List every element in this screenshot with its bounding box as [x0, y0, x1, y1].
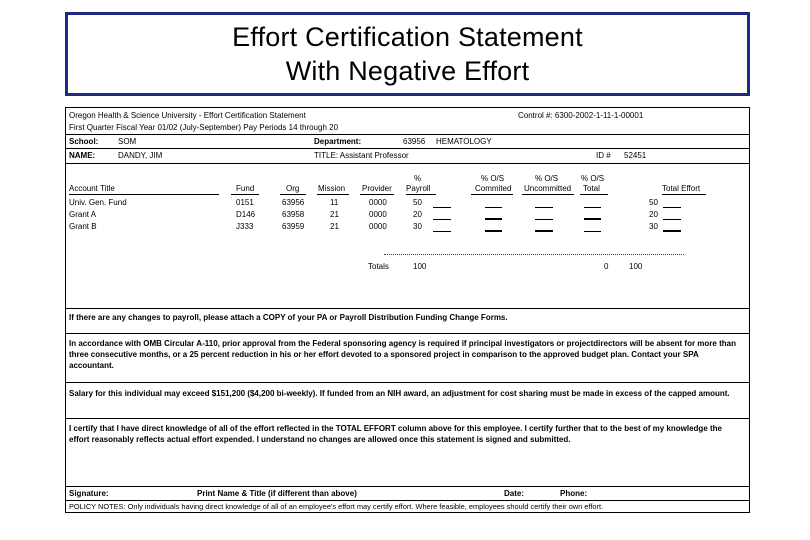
id-value: 52451	[624, 151, 647, 160]
policy-divider	[66, 500, 749, 501]
col-payroll-pct: %	[414, 174, 422, 183]
row-3-org: 63959	[282, 222, 305, 231]
blank-field	[535, 219, 553, 220]
notice-divider-4	[66, 418, 749, 419]
policy-notes: POLICY NOTES: Only individuals having direct knowledge of all of an employee's effort may certify effort. Where feasible, employees should certify their own effort.	[69, 502, 604, 511]
certification-statement: I certify that I have direct knowledge of all of the effort reflected in the TOTAL EFFORT column above for this employee. I certify further that to the best of my knowledge the effort reasonably reflects actual effort expended. I understand no changes are allowed once this statement is signed and submitted.	[69, 424, 722, 444]
row-1-provider: 0000	[369, 198, 387, 207]
slide-title-box	[65, 12, 750, 96]
row-3-mission: 21	[330, 222, 339, 231]
row-3-provider: 0000	[369, 222, 387, 231]
row-1-account: Univ. Gen. Fund	[69, 198, 127, 207]
underline-org	[280, 194, 306, 195]
underline-uncommitted	[522, 194, 574, 195]
name-label: NAME:	[69, 151, 96, 160]
col-committed-pct: % O/S	[481, 174, 505, 183]
control-number: Control #: 6300-2002-1-11-1-00001	[518, 111, 644, 120]
col-committed: Commited	[475, 184, 512, 193]
department-code: 63956	[403, 137, 426, 146]
col-total-effort: Total Effort	[662, 184, 701, 193]
col-account-title: Account Title	[69, 184, 115, 193]
period-text: First Quarter Fiscal Year 01/02 (July-September) Pay Periods 14 through 20	[69, 123, 339, 132]
row-1-mission: 11	[330, 198, 339, 207]
row-1-total: 50	[649, 198, 658, 207]
row-3-account: Grant B	[69, 222, 97, 231]
col-provider: Provider	[362, 184, 392, 193]
slide-title-line-1: Effort Certification Statement	[232, 22, 583, 52]
col-mission: Mission	[318, 184, 346, 193]
signature-label: Signature:	[69, 489, 109, 498]
blank-field	[433, 207, 451, 208]
row-2-provider: 0000	[369, 210, 387, 219]
dotted-separator	[384, 254, 684, 255]
row-2-mission: 21	[330, 210, 339, 219]
row-1-fund: 0151	[236, 198, 254, 207]
blank-field	[535, 207, 553, 208]
payroll-changes-notice: If there are any changes to payroll, please attach a COPY of your PA or Payroll Distribution Funding Change Forms.	[69, 313, 508, 322]
col-fund: Fund	[236, 184, 255, 193]
row-1-payroll: 50	[413, 198, 422, 207]
underline-committed	[471, 194, 513, 195]
blank-field	[584, 231, 601, 232]
totals-os-total: 0	[604, 262, 609, 271]
underline-mission	[317, 194, 349, 195]
omb-circular-notice: In accordance with OMB Circular A-110, prior approval from the Federal sponsoring agency is required if principal investigators or projectdirectors will be absent for more than three consecutive months, or a 25 percent reduction in his or her effort devoted to a sponsored project in comparison to the approved budget plan. Contact your SPA accountant.	[69, 339, 736, 370]
department-name: HEMATOLOGY	[436, 137, 492, 146]
col-total-pct: % O/S	[581, 174, 605, 183]
col-uncommitted: Uncommitted	[524, 184, 572, 193]
row-2-payroll: 20	[413, 210, 422, 219]
row-3-total: 30	[649, 222, 658, 231]
department-label: Department:	[314, 137, 362, 146]
blank-field	[535, 230, 553, 232]
org-statement-title: Oregon Health & Science University - Effort Certification Statement	[69, 111, 306, 120]
salary-cap-notice: Salary for this individual may exceed $151,200 ($4,200 bi-weekly). If funded from an NIH award, an adjustment for cost sharing must be made in excess of the capped amount.	[69, 389, 730, 398]
blank-field	[584, 218, 601, 220]
id-label: ID #	[596, 151, 611, 160]
row-2-account: Grant A	[69, 210, 97, 219]
print-name-label: Print Name & Title (if different than above)	[197, 489, 357, 498]
header-divider-2	[66, 148, 749, 149]
underline-total-effort	[662, 194, 706, 195]
name-value: DANDY, JIM	[118, 151, 163, 160]
blank-field	[485, 230, 502, 232]
notice-divider-2	[66, 333, 749, 334]
blank-field	[663, 219, 681, 220]
underline-account-title	[69, 194, 219, 195]
signature-divider	[66, 486, 749, 487]
row-2-total: 20	[649, 210, 658, 219]
blank-field	[663, 230, 681, 232]
blank-field	[433, 231, 451, 232]
notice-divider-1	[66, 308, 749, 309]
date-label: Date:	[504, 489, 525, 498]
header-divider-1	[66, 134, 749, 135]
col-total: Total	[583, 184, 600, 193]
notice-divider-3	[66, 382, 749, 383]
row-3-fund: J333	[236, 222, 254, 231]
underline-total	[580, 194, 608, 195]
underline-fund	[231, 194, 259, 195]
row-2-fund: D146	[236, 210, 256, 219]
col-uncommitted-pct: % O/S	[535, 174, 559, 183]
phone-label: Phone:	[560, 489, 588, 498]
header-divider-3	[66, 163, 749, 164]
col-org: Org	[286, 184, 300, 193]
title-label: TITLE: Assistant Professor	[314, 151, 409, 160]
blank-field	[663, 207, 681, 208]
row-3-payroll: 30	[413, 222, 422, 231]
blank-field	[433, 219, 451, 220]
blank-field	[584, 207, 601, 208]
row-1-org: 63956	[282, 198, 305, 207]
effort-certification-form	[65, 107, 750, 513]
totals-label: Totals	[368, 262, 389, 271]
school-label: School:	[69, 137, 99, 146]
underline-provider	[360, 194, 394, 195]
row-2-org: 63958	[282, 210, 305, 219]
totals-payroll: 100	[413, 262, 427, 271]
slide-title-line-2: With Negative Effort	[285, 56, 530, 86]
totals-total-effort: 100	[629, 262, 643, 271]
blank-field	[485, 218, 502, 220]
school-value: SOM	[118, 137, 137, 146]
blank-field	[485, 207, 502, 208]
underline-payroll	[406, 194, 436, 195]
col-payroll: Payroll	[406, 184, 431, 193]
